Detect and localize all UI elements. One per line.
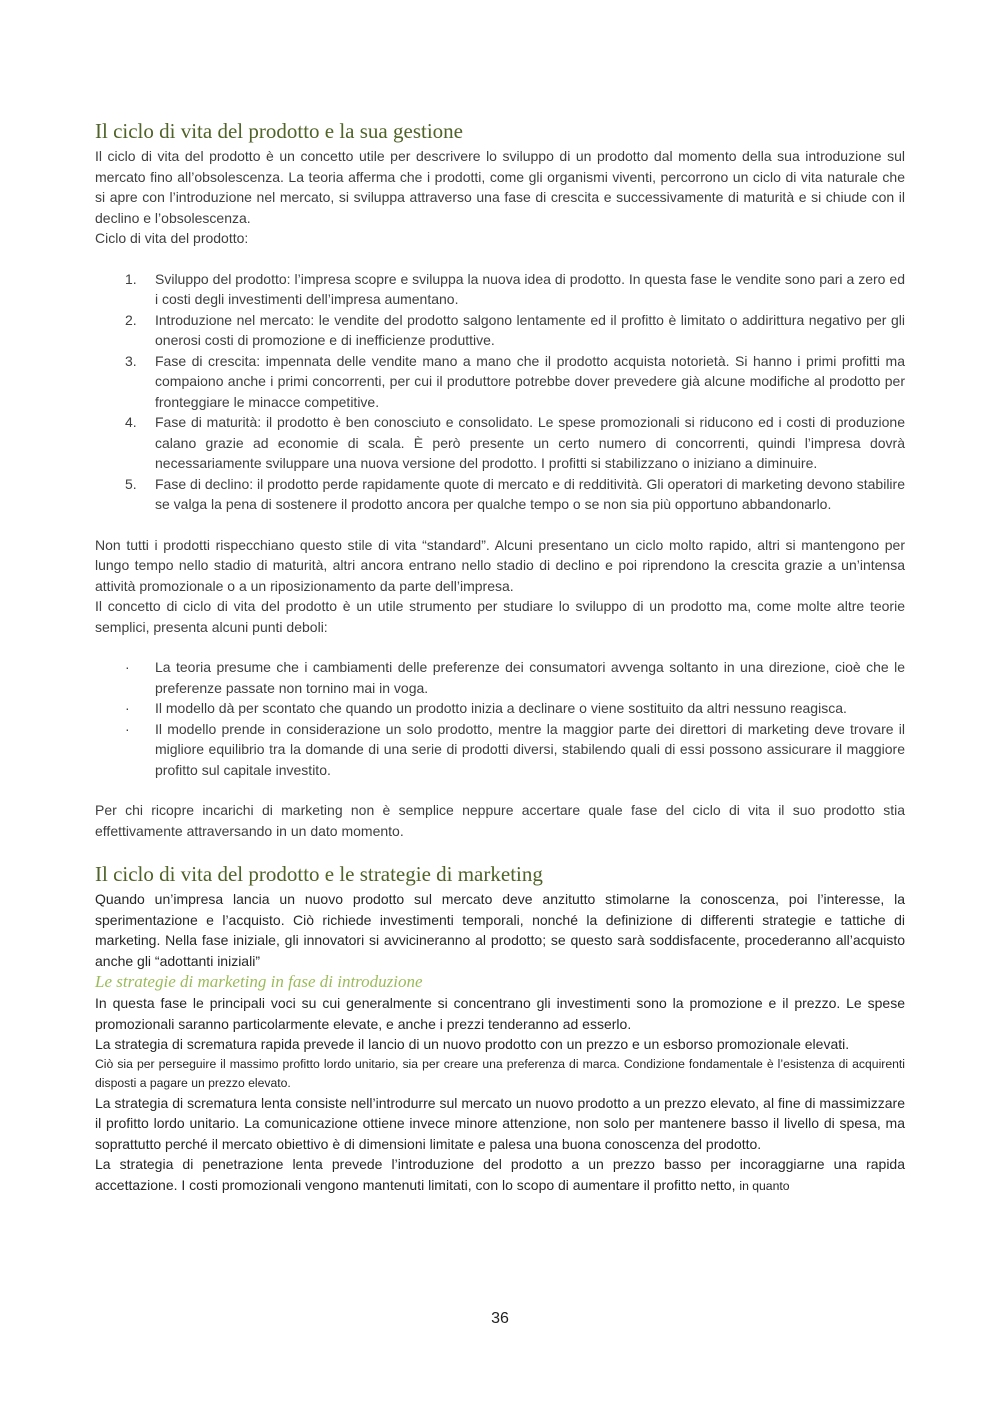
list-item xyxy=(95,698,905,719)
paragraph-standard-lifecycle: Non tutti i prodotti rispecchiano questo stile di vita “standard”. Alcuni presentano un ciclo molto rapido, altri si mantengono per lungo tempo nello stadio di maturità, altri ancora entrano nello stadio di declino e poi riprendono la crescita grazie a un’intensa attività promozionale o a un riposizionamento da parte dell’impresa. xyxy=(95,536,905,594)
paragraph-tail: in quanto xyxy=(739,1178,790,1193)
list-item xyxy=(95,412,905,474)
page-number: 36 xyxy=(491,1310,509,1327)
list-item-text: Il modello prende in considerazione un solo prodotto, mentre la maggior parte dei direttori di marketing deve trovare il migliore equilibrio tra la domande di una serie di prodotti diversi, stabilendo quali di essi possono assicurare il maggiore profitto sul capitale investito. xyxy=(155,720,905,778)
subheading-introduction-strategies: Le strategie di marketing in fase di introduzione xyxy=(95,972,423,991)
section-heading-product-lifecycle: Il ciclo di vita del prodotto e la sua gestione xyxy=(95,119,463,143)
list-number: 3. xyxy=(125,352,137,369)
list-item-text: Il modello dà per scontato che quando un prodotto inizia a declinare o viene sostituito da altri nessuno reagisca. xyxy=(155,700,847,716)
bullet-icon: · xyxy=(125,659,130,675)
list-item xyxy=(95,269,905,310)
list-item xyxy=(95,351,905,413)
list-item xyxy=(95,719,905,781)
document-page xyxy=(95,118,905,1196)
list-item-text: Fase di maturità: il prodotto è ben conosciuto e consolidato. Le spese promozionali si riducono ed i costi di produzione calano grazie ad economie di scala. È però presente un certo numero di concorrenti, quindi l’impresa dovrà necessariamente sviluppare una nuova versione del prodotto. I profitti si stabilizzano o iniziano a diminuire. xyxy=(155,414,905,471)
list-item xyxy=(95,474,905,515)
list-number: 4. xyxy=(125,414,137,430)
paragraph-investments: In questa fase le principali voci su cui generalmente si concentrano gli investimenti sono la promozione e il prezzo. Le spese promozionali saranno particolarmente elevate, e anche i prezzi tenderanno ad esserlo. xyxy=(95,995,905,1032)
paragraph-marketing-phase: Per chi ricopre incarichi di marketing non è semplice neppure accertare quale fase del ciclo di vita il suo prodotto stia effettivamente attraversando in un dato momento. xyxy=(95,802,905,839)
paragraph-weak-points-intro: Il concetto di ciclo di vita del prodotto è un utile strumento per studiare lo sviluppo di un prodotto ma, come molte altre teorie semplici, presenta alcuni punti deboli: xyxy=(95,598,905,635)
paragraph-strategies-intro: Quando un’impresa lancia un nuovo prodotto sul mercato deve anzitutto stimolarne la conoscenza, poi l’interesse, la sperimentazione e l’acquisto. Ciò richiede investimenti temporali, nonché la definizione di differenti strategie e tattiche di marketing. Nella fase iniziale, gli innovatori si avvicineranno al prodotto; se questo sarà soddisfacente, procederanno all’acquisto anche gli “adottanti iniziali” xyxy=(95,891,905,969)
list-item-text: Sviluppo del prodotto: l’impresa scopre e sviluppa la nuova idea di prodotto. In questa fase le vendite sono pari a zero ed i costi degli investimenti dell’impresa aumentano. xyxy=(155,270,905,307)
paragraph-text: La strategia di penetrazione lenta prevede l’introduzione del prodotto a un prezzo basso per incoraggiarne una rapida accettazione. I costi promozionali vengono mantenuti limitati, con lo scopo di aumentare il profitto netto, xyxy=(95,1156,905,1193)
list-item-text: La teoria presume che i cambiamenti delle preferenze dei consumatori avvenga soltanto in una direzione, cioè che le preferenze passate non tornino mai in voga. xyxy=(155,659,905,696)
weaknesses-list xyxy=(95,657,905,780)
paragraph-slow-skimming: La strategia di scrematura lenta consiste nell’introdurre sul mercato un nuovo prodotto a un prezzo elevato, al fine di massimizzare il profitto lordo unitario. La comunicazione ottiene invece minore attenzione, non solo per mantenere basso il livello di spesa, ma soprattutto perché il mercato obiettivo è di dimensioni limitate e palesa una buona conoscenza del prodotto. xyxy=(95,1094,905,1152)
list-item-text: Fase di declino: il prodotto perde rapidamente quote di mercato e di redditività. Gli operatori di marketing devono stabilire se valga la pena di sostenere il prodotto ancora per qualche tempo o se non sia più opportuno abbandonarlo. xyxy=(155,475,905,512)
list-item-text: Fase di crescita: impennata delle vendite mano a mano che il prodotto acquista notorietà. Si hanno i primi profitti ma compaiono anche i primi concorrenti, per cui il produttore potrebbe dover prevedere già alcune modifiche al prodotto per fronteggiare le minacce competitive. xyxy=(155,352,905,410)
paragraph-rapid-skimming: La strategia di scrematura rapida prevede il lancio di un nuovo prodotto con un prezzo e un esborso promozionale elevati. xyxy=(95,1036,850,1052)
list-number: 2. xyxy=(125,311,137,328)
list-item xyxy=(95,657,905,698)
list-number: 1. xyxy=(125,270,137,287)
list-title: Ciclo di vita del prodotto: xyxy=(95,230,249,246)
lifecycle-phases-list xyxy=(95,269,905,515)
list-number: 5. xyxy=(125,475,137,492)
bullet-icon: · xyxy=(125,700,130,716)
list-item xyxy=(95,310,905,351)
paragraph-slow-penetration xyxy=(95,1154,905,1196)
paragraph-intro: Il ciclo di vita del prodotto è un concetto utile per descrivere lo sviluppo di un prodotto dal momento della sua introduzione sul mercato fino all’obsolescenza. La teoria afferma che i prodotti, come gli organismi viventi, percorrono un ciclo di vita naturale che si apre con l’introduzione nel mercato, si sviluppa attraverso una fase di crescita e successivamente di maturità e si chiude con il declino e l’obsolescenza. xyxy=(95,148,905,226)
paragraph-rapid-skimming-detail: Ciò sia per perseguire il massimo profitto lordo unitario, sia per creare una preferenza di marca. Condizione fondamentale è l’esistenza di acquirenti disposti a pagare un prezzo elevato. xyxy=(95,1056,905,1090)
section-heading-marketing-strategies: Il ciclo di vita del prodotto e le strategie di marketing xyxy=(95,862,543,886)
list-item-text: Introduzione nel mercato: le vendite del prodotto salgono lentamente ed il profitto è limitato o addirittura negativo per gli onerosi costi di promozione e di inefficienze produttive. xyxy=(155,311,905,348)
bullet-icon: · xyxy=(125,720,130,737)
